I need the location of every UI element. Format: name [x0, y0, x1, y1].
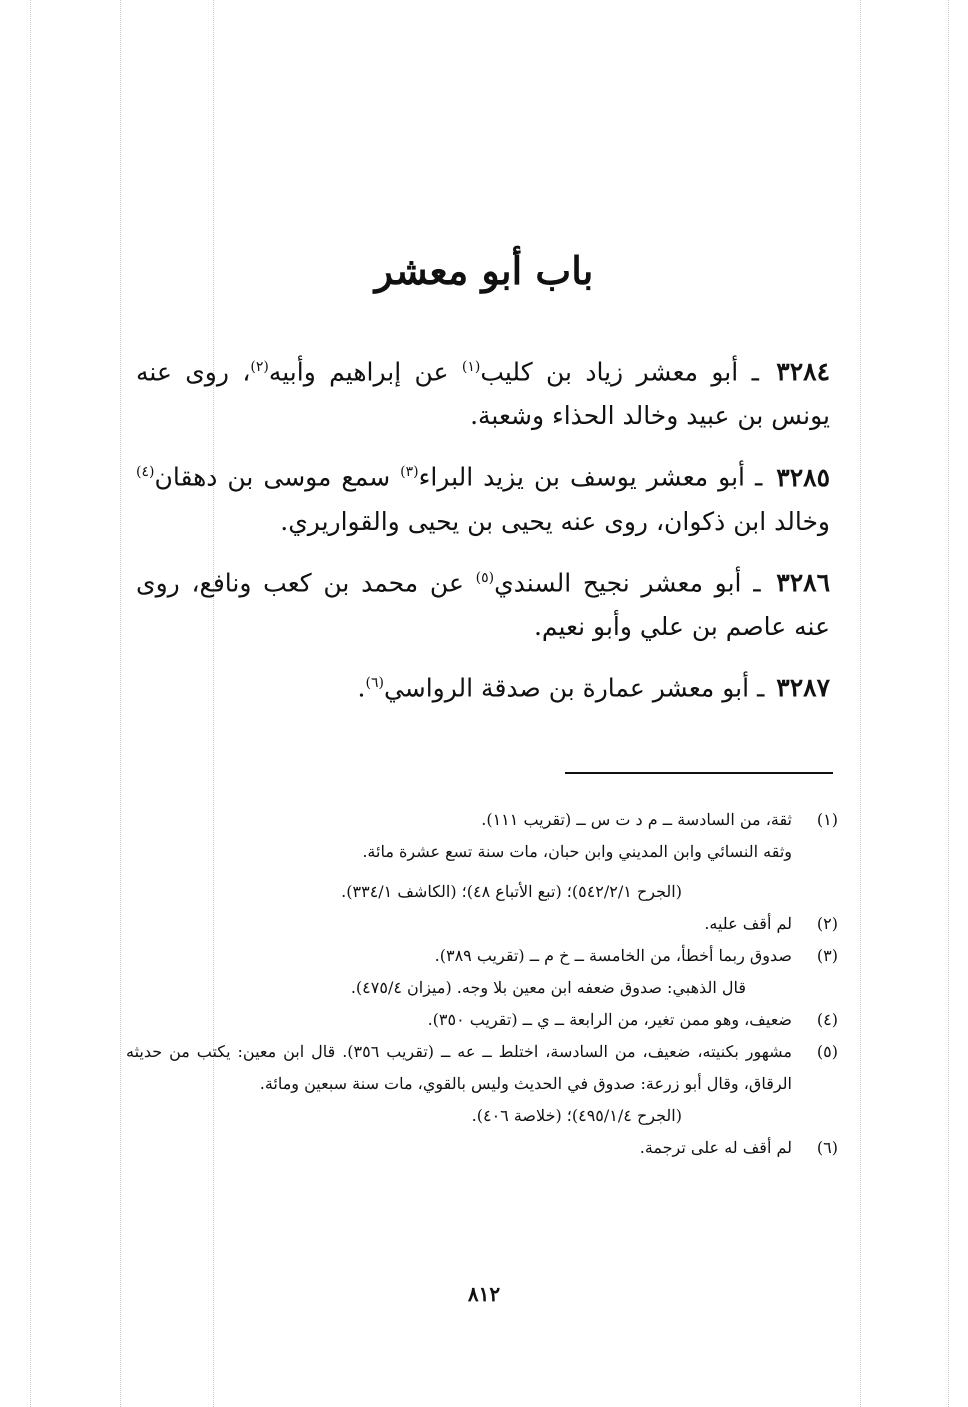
chapter-title: باب أبو معشر	[374, 248, 594, 293]
entry-3285: ٣٢٨٥ ـ أبو معشر يوسف بن يزيد البراء$^{(٣)}$ سمع موسى بن دهقان$^{(٤)}$ وخالد ابن ذكوان، روى عنه يحيى بن يحيى والقواريري.	[136, 462, 831, 536]
entry-text: وخالد ابن ذكوان، روى عنه يحيى بن يحيى والقواريري.	[280, 506, 830, 536]
footnote-ref: (٣)	[400, 464, 419, 481]
entry-text: أبو معشر يوسف بن يزيد البراء	[418, 462, 745, 492]
entry-text: أبو معشر نجيح السندي	[494, 567, 742, 597]
footnote-3	[126, 940, 838, 1004]
page-number: ٨١٢	[467, 1282, 501, 1306]
footnote-5	[126, 1036, 838, 1132]
footnote-ref: (٤)	[136, 464, 155, 481]
entry-3284: ٣٢٨٤ ـ أبو معشر زياد بن كليب$^{(١)}$ عن إبراهيم وأبيه$^{(٢)}$، روى عنه يونس بن عبيد وخالد الحذاء وشعبة.	[136, 357, 830, 431]
footnote-ref: (٥)	[475, 569, 495, 586]
footnote-line: وثقه النسائي وابن المديني وابن حبان، مات سنة تسع عشرة مائة.	[362, 842, 792, 861]
footnote-number: (٤)	[816, 1010, 838, 1029]
footnote-line: (الجرح ٤٩٥/١/٤)؛ (خلاصة ٤٠٦).	[471, 1106, 682, 1125]
footnote-line: لم أقف عليه.	[704, 914, 792, 933]
footnote-ref: (٢)	[250, 359, 269, 375]
entries-list	[136, 345, 830, 722]
footnote-ref: (٦)	[365, 674, 384, 691]
footnote-number: (٢)	[816, 914, 838, 933]
entry-number: ٣٢٨٧	[776, 673, 830, 703]
entry-3286: ٣٢٨٦ ـ أبو معشر نجيح السندي$^{(٥)}$ عن محمد بن كعب ونافع، روى عنه عاصم بن علي وأبو نعيم.	[136, 567, 831, 641]
entry-text: أبو معشر عمارة بن صدقة الرواسي	[383, 673, 750, 703]
footnote-line: لم أقف له على ترجمة.	[639, 1138, 792, 1157]
footnote-line: ثقة، من السادسة ــ م د ت س ــ (تقريب ١١١).	[481, 810, 792, 829]
footnote-6	[126, 1132, 838, 1164]
footnote-line: قال الذهبي: صدوق ضعفه ابن معين بلا وجه. (ميزان ٤٧٥/٤).	[350, 978, 746, 997]
entry-text: عن محمد بن كعب ونافع، روى عنه عاصم بن علي وأبو نعيم.	[136, 567, 830, 641]
footnote-2	[126, 908, 838, 940]
footnote-1	[126, 804, 838, 908]
footnote-ref: (١)	[461, 359, 481, 375]
entry-number: ٣٢٨٦	[776, 567, 831, 597]
footnote-line: ضعيف، وهو ممن تغير، من الرابعة ــ ي ــ (تقريب ٣٥٠).	[427, 1010, 792, 1029]
footnote-line: مشهور بكنيته، ضعيف، من السادسة، اختلط ــ عه ــ (تقريب ٣٥٦). قال ابن معين: يكتب من حديثه الرقاق، وقال أبو زرعة: صدوق في الحديث وليس بالقوي، مات سنة سبعين ومائة.	[126, 1042, 792, 1093]
entry-text: أبو معشر زياد بن كليب	[480, 357, 739, 387]
footnotes	[126, 804, 838, 1164]
footnote-line: صدوق ربما أخطأ، من الخامسة ــ خ م ــ (تقريب ٣٨٩).	[434, 946, 792, 965]
footnote-number: (٦)	[816, 1138, 838, 1157]
entry-3287: ٣٢٨٧ ـ أبو معشر عمارة بن صدقة الرواسي$^{(٦)}$.	[357, 673, 830, 703]
entry-text: عن إبراهيم وأبيه	[268, 357, 462, 387]
footnote-line: (الجرح ٥٤٢/٢/١)؛ (تبع الأتباع ٤٨)؛ (الكاشف ٣٣٤/١).	[341, 882, 682, 901]
footnote-separator	[565, 772, 833, 774]
footnote-number: (٣)	[816, 946, 838, 965]
entry-text: .	[357, 673, 366, 703]
footnote-number: (١)	[816, 810, 838, 829]
entry-text: ، روى عنه يونس بن عبيد وخالد الحذاء وشعبة.	[136, 357, 830, 431]
entry-number: ٣٢٨٥	[776, 462, 831, 492]
entry-text: سمع موسى بن دهقان	[154, 462, 401, 492]
entry-number: ٣٢٨٤	[776, 357, 830, 387]
footnote-number: (٥)	[816, 1042, 838, 1061]
footnote-4	[126, 1004, 838, 1036]
